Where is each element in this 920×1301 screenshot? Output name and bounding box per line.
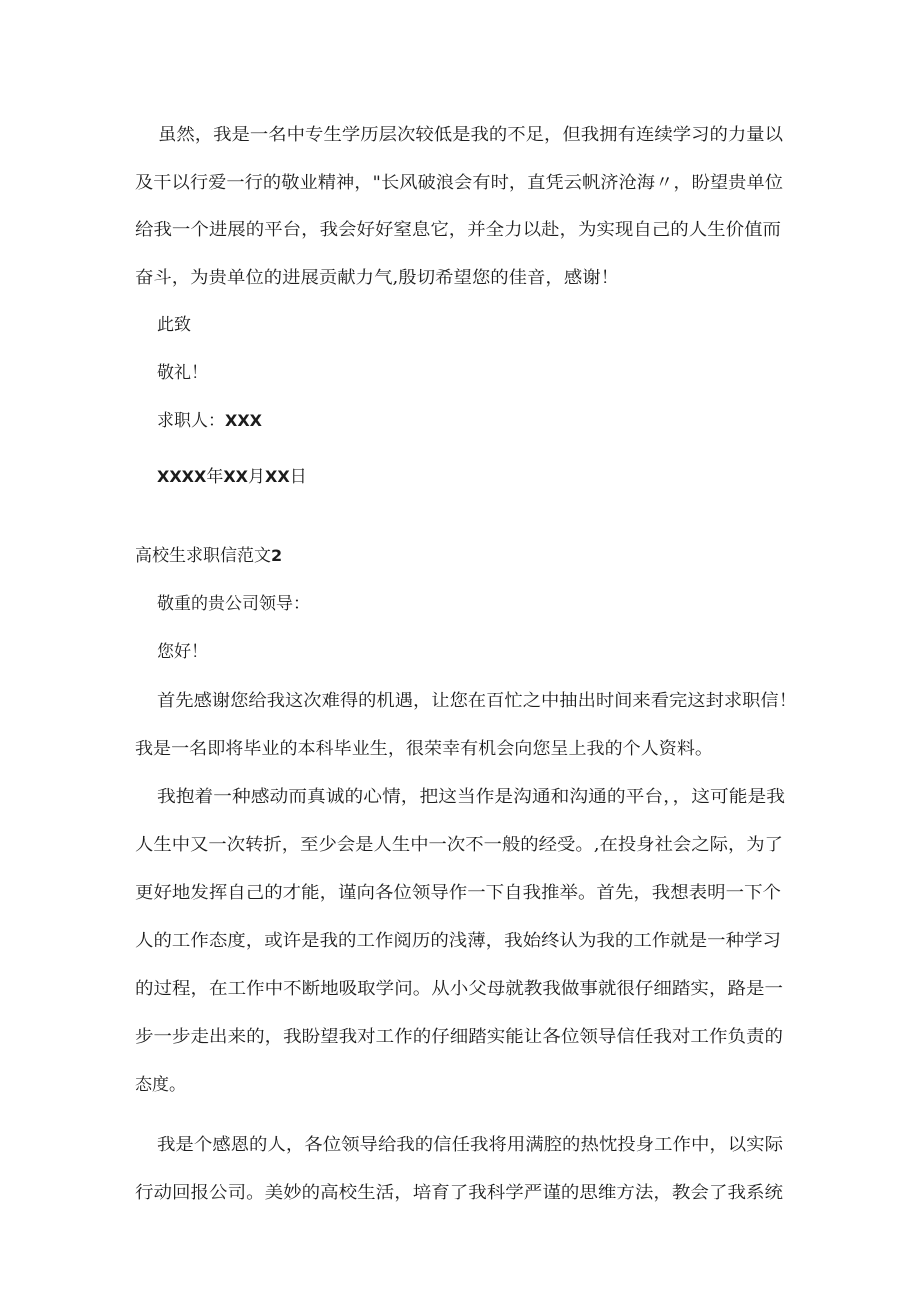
body-line: 首先感谢您给我这次难得的机遇，让您在百忙之中抽出时间来看完这封求职信！ [157, 691, 798, 711]
body-line: 及干以行爱一行的敬业精神，"长风破浪会有时，直凭云帆济沧海〃，盼望贵单位 [135, 173, 783, 193]
date-year-suffix: 年 [206, 467, 224, 487]
greeting: 您好！ [157, 642, 208, 662]
body-line: 我是个感恩的人，各位领导给我的信任我将用满腔的热忱投身工作中，以实际 [157, 1135, 783, 1155]
signature-line [157, 409, 262, 433]
body-line: 步一步走出来的，我盼望我对工作的仔细踏实能让各位领导信任我对工作负责的 [135, 1027, 784, 1047]
body-line: 人生中又一次转折，至少会是人生中一次不一般的经受。,在投身社会之际，为了 [135, 835, 783, 855]
body-line: 更好地发挥自己的才能，谨向各位领导作一下自我推举。首先，我想表明一下个 [135, 883, 782, 903]
body-line: 给我一个进展的平台，我会好好窒息它，并全力以赴，为实现自己的人生价值而 [135, 220, 782, 240]
body-line: 人的工作态度，或许是我的工作阅历的浅薄，我始终认为我的工作就是一种学习 [135, 931, 782, 951]
signature-label: 求职人： [157, 411, 225, 431]
date-day: XX [265, 467, 290, 486]
body-line: 行动回报公司。美妙的高校生活，培育了我科学严谨的思维方法，教会了我系统 [135, 1183, 784, 1203]
body-line: 虽然，我是一名中专生学历层次较低是我的不足，但我拥有连续学习的力量以 [158, 125, 783, 145]
date-month: XX [223, 467, 249, 486]
body-line: 态度。 [135, 1075, 186, 1095]
section-title-number: 2 [271, 546, 283, 565]
date-line [157, 465, 307, 489]
closing: 此致 [157, 315, 191, 335]
body-line: 我是一名即将毕业的本科毕业生，很荣幸有机会向您呈上我的个人资料。 [135, 739, 713, 759]
body-line: 奋斗，为贵单位的进展贡献力气,殷切希望您的佳音，感谢！ [135, 268, 619, 288]
date-month-suffix: 月 [248, 467, 266, 487]
signature-name: XXX [225, 411, 263, 430]
date-year: XXXX [157, 467, 207, 486]
body-line: 我抱着一种感动而真诚的心情，把这当作是沟通和沟通的平台，，这可能是我 [157, 787, 785, 807]
date-day-suffix: 日 [289, 467, 307, 487]
section-title [135, 544, 282, 568]
body-line: 的过程，在工作中不断地吸取学问。从小父母就教我做事就很仔细踏实，路是一 [135, 979, 784, 999]
section-title-text: 高校生求职信范文 [135, 546, 271, 566]
salutation: 敬重的贵公司领导： [157, 594, 310, 614]
salute: 敬礼！ [157, 363, 208, 383]
